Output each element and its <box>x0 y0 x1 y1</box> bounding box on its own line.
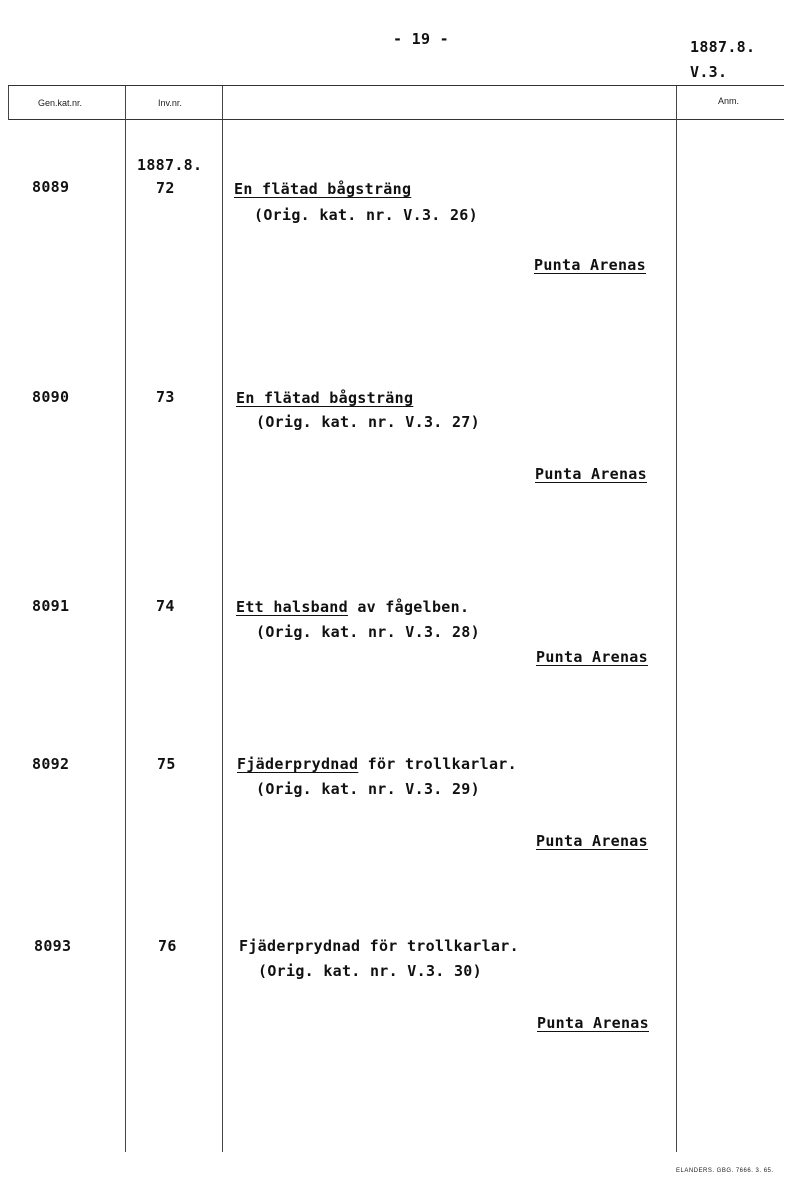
entry-title <box>236 598 469 616</box>
inv-nr: 76 <box>158 937 177 955</box>
entry-title-rest: Fjäderprydnad för trollkarlar. <box>239 937 519 955</box>
inv-nr: 73 <box>156 388 175 406</box>
entry-title-underlined: En flätad bågsträng <box>234 180 412 198</box>
entry-place: Punta Arenas <box>537 1014 649 1032</box>
column-divider-1 <box>125 86 126 1152</box>
header-anm: Anm. <box>718 96 740 106</box>
header-gen-kat-nr: Gen.kat.nr. <box>38 98 83 108</box>
column-divider-3 <box>676 86 677 1152</box>
entry-title <box>234 180 411 198</box>
entry-place: Punta Arenas <box>535 465 647 483</box>
page-number: - 19 - <box>393 30 449 48</box>
catalog-reference: 1887.8. <box>690 38 756 56</box>
orig-kat-nr: (Orig. kat. nr. V.3. 27) <box>256 413 480 431</box>
entry-title-underlined: En flätad bågsträng <box>236 389 414 407</box>
orig-kat-nr: (Orig. kat. nr. V.3. 29) <box>256 780 480 798</box>
entry-title-rest: för trollkarlar. <box>358 755 517 773</box>
inv-nr: 75 <box>157 755 176 773</box>
entry-title <box>239 937 519 955</box>
year-marker: 1887.8. <box>137 156 203 174</box>
entry-title-underlined: Fjäderprydnad <box>237 755 359 773</box>
orig-kat-nr: (Orig. kat. nr. V.3. 30) <box>258 962 482 980</box>
entry-place: Punta Arenas <box>536 832 648 850</box>
gen-kat-nr: 8090 <box>32 388 70 406</box>
entry-title-underlined: Ett halsband <box>236 598 348 616</box>
entry-title <box>237 755 517 773</box>
printer-mark: ELANDERS. GBG. 7666. 3. 65. <box>676 1168 774 1174</box>
orig-kat-nr: (Orig. kat. nr. V.3. 28) <box>256 623 480 641</box>
entry-place: Punta Arenas <box>534 256 646 274</box>
table-left-edge <box>8 86 9 120</box>
inv-nr: 72 <box>156 179 175 197</box>
gen-kat-nr: 8091 <box>32 597 70 615</box>
orig-kat-nr: (Orig. kat. nr. V.3. 26) <box>254 206 478 224</box>
header-inv-nr: Inv.nr. <box>158 98 182 108</box>
gen-kat-nr: 8093 <box>34 937 72 955</box>
entry-place: Punta Arenas <box>536 648 648 666</box>
inv-nr: 74 <box>156 597 175 615</box>
gen-kat-nr: 8092 <box>32 755 70 773</box>
column-divider-2 <box>222 86 223 1152</box>
entry-title <box>236 389 413 407</box>
catalog-subreference: V.3. <box>690 63 728 81</box>
entry-title-rest: av fågelben. <box>347 598 470 616</box>
gen-kat-nr: 8089 <box>32 178 70 196</box>
